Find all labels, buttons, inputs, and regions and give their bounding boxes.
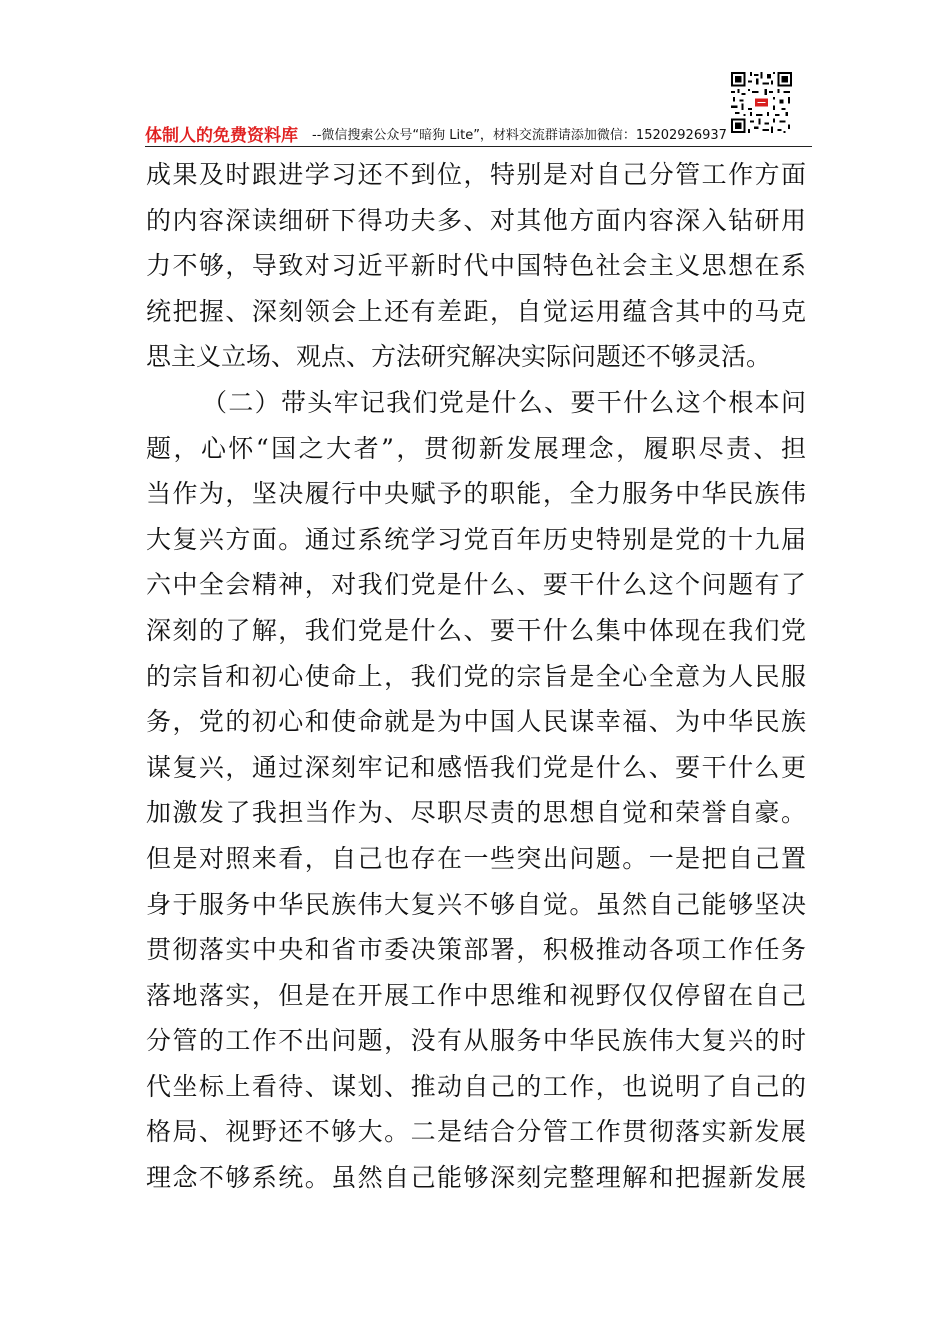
text-line: 统把握、深刻领会上还有差距，自觉运用蕴含其中的马克	[146, 296, 806, 326]
page-header	[145, 118, 810, 144]
brand-title: 体制人的免费资料库	[145, 126, 298, 146]
text-line: 成果及时跟进学习还不到位，特别是对自己分管工作方面	[146, 160, 806, 189]
text-line: 加激发了我担当作为、尽职尽责的思想自觉和荣誉自豪。	[146, 798, 806, 828]
text-line: 大复兴方面。通过系统学习党百年历史特别是党的十九届	[146, 524, 806, 554]
text-line: 的宗旨和初心使命上，我们党的宗旨是全心全意为人民服	[146, 661, 806, 691]
header-note: --微信搜索公众号“暗狗 Lite”，材料交流群请添加微信：15202926937	[312, 128, 727, 143]
text-line: 题，心怀“国之大者”，贯彻新发展理念，履职尽责、担	[146, 433, 806, 463]
text-line: 但是对照来看，自己也存在一些突出问题。一是把自己置	[146, 843, 806, 873]
text-line: 的内容深读细研下得功夫多、对其他方面内容深入钻研用	[146, 205, 806, 235]
text-line: 谋复兴，通过深刻牢记和感悟我们党是什么、要干什么更	[146, 752, 806, 782]
text-line: 当作为，坚决履行中央赋予的职能，全力服务中华民族伟	[146, 479, 806, 509]
header-divider	[145, 146, 812, 147]
document-body	[146, 152, 806, 1201]
text-line: 格局、视野还不够大。二是结合分管工作贯彻落实新发展	[146, 1117, 806, 1147]
text-line: 力不够，导致对习近平新时代中国特色社会主义思想在系	[146, 251, 806, 281]
section-heading-line: （二）带头牢记我们党是什么、要干什么这个根本问	[202, 387, 806, 417]
text-line: 代坐标上看待、谋划、推动自己的工作，也说明了自己的	[146, 1071, 806, 1101]
text-line: 贯彻落实中央和省市委决策部署，积极推动各项工作任务	[146, 935, 806, 965]
text-line: 理念不够系统。虽然自己能够深刻完整理解和把握新发展	[146, 1163, 806, 1193]
text-line: 分管的工作不出问题，没有从服务中华民族伟大复兴的时	[146, 1026, 806, 1056]
text-line: 落地落实，但是在开展工作中思维和视野仅仅停留在自己	[146, 980, 806, 1010]
text-line: 务，党的初心和使命就是为中国人民谋幸福、为中华民族	[146, 707, 806, 737]
qr-code-icon	[731, 72, 792, 133]
text-line: 思主义立场、观点、方法研究解决实际问题还不够灵活。	[146, 342, 772, 372]
text-line: 深刻的了解，我们党是什么、要干什么集中体现在我们党	[146, 615, 806, 645]
text-line: 身于服务中华民族伟大复兴不够自觉。虽然自己能够坚决	[146, 889, 806, 919]
text-line: 六中全会精神，对我们党是什么、要干什么这个问题有了	[146, 570, 806, 600]
